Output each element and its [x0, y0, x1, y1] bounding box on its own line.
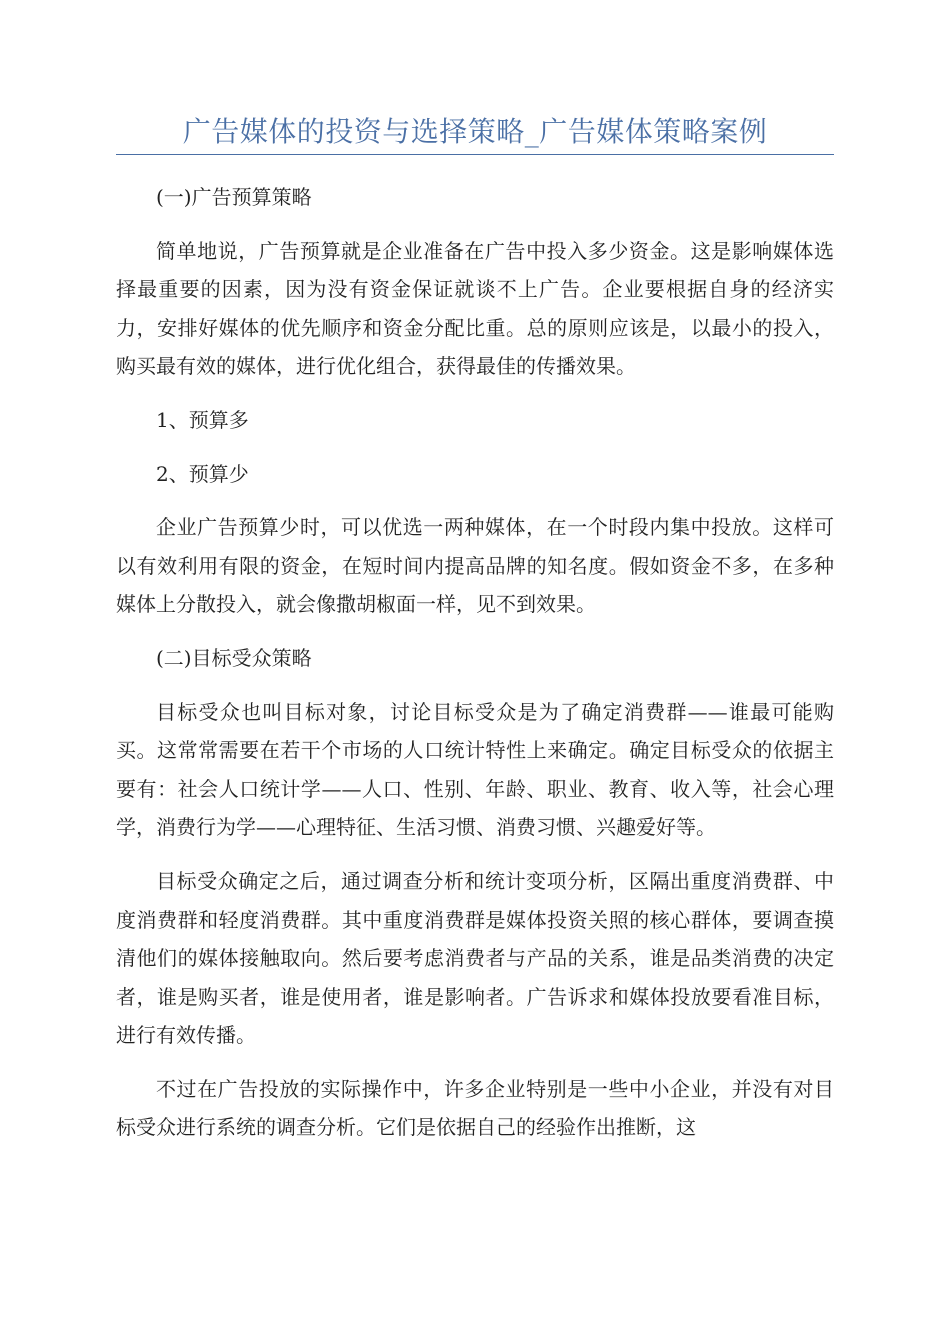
- paragraph: 目标受众确定之后，通过调查分析和统计变项分析，区隔出重度消费群、中度消费群和轻度消费群。其中重度消费群是媒体投资关照的核心群体，要调查摸清他们的媒体接触取向。然后要考虑消费者与产品的关系，谁是品类消费的决定者，谁是购买者，谁是使用者，谁是影响者。广告诉求和媒体投放要看准目标，进行有效传播。: [116, 868, 834, 1048]
- document-title: 广告媒体的投资与选择策略_广告媒体策略案例: [182, 115, 768, 148]
- paragraph: 企业广告预算少时，可以优选一两种媒体，在一个时段内集中投放。这样可以有效利用有限的资金，在短时间内提高品牌的知名度。假如资金不多，在多种媒体上分散投入，就会像撒胡椒面一样，见不到效果。: [116, 515, 834, 617]
- title-underline: [116, 154, 834, 155]
- paragraph: 不过在广告投放的实际操作中，许多企业特别是一些中小企业，并没有对目标受众进行系统的调查分析。它们是依据自己的经验作出推断，这: [116, 1076, 834, 1140]
- document-body: [116, 178, 834, 1162]
- paragraph: 简单地说，广告预算就是企业准备在广告中投入多少资金。这是影响媒体选择最重要的因素，因为没有资金保证就谈不上广告。企业要根据自身的经济实力，安排好媒体的优先顺序和资金分配比重。总的原则应该是，以最小的投入，购买最有效的媒体，进行优化组合，获得最佳的传播效果。: [116, 238, 834, 379]
- list-item-budget-low: 2、预算少: [156, 461, 249, 486]
- list-item-budget-high: 1、预算多: [156, 407, 249, 432]
- section-heading-budget: (一)广告预算策略: [156, 185, 312, 209]
- paragraph: 目标受众也叫目标对象，讨论目标受众是为了确定消费群——谁最可能购买。这常常需要在若干个市场的人口统计特性上来确定。确定目标受众的依据主要有：社会人口统计学——人口、性别、年龄、职业、教育、收入等，社会心理学，消费行为学——心理特征、生活习惯、消费习惯、兴趣爱好等。: [116, 699, 834, 840]
- section-heading-audience: (二)目标受众策略: [156, 645, 312, 670]
